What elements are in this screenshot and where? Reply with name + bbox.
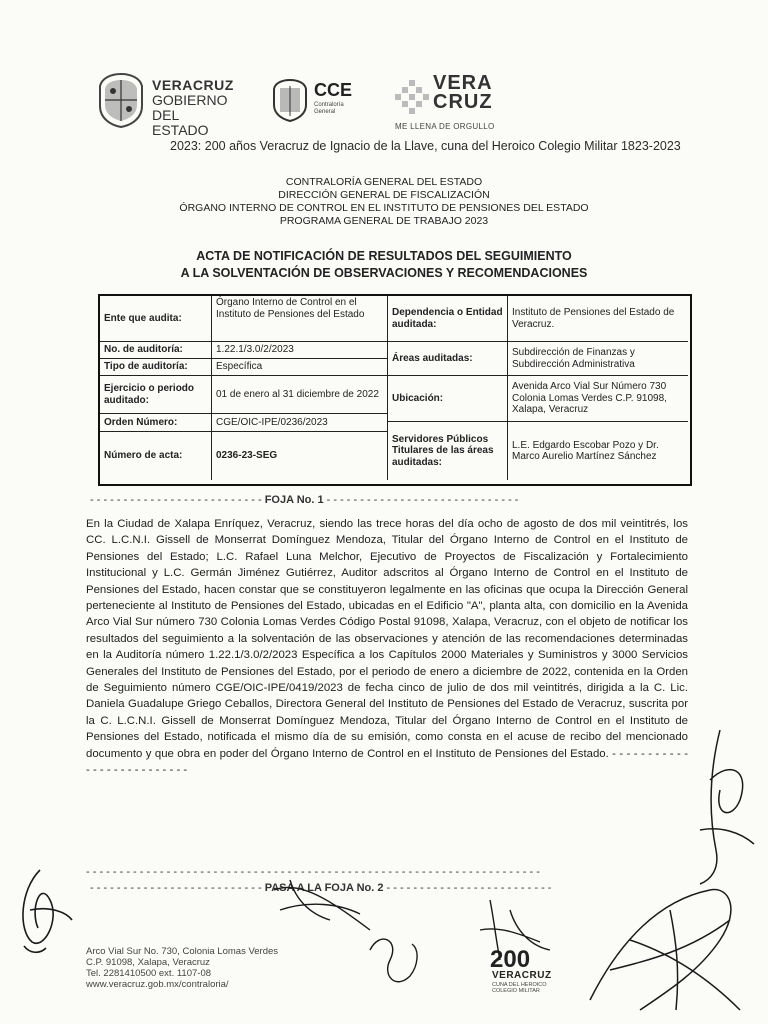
logo-text-veracruz: VERACRUZ (152, 77, 234, 93)
foja-header (90, 494, 690, 506)
foja-dashes-left: - - - - - - - - - - - - - - - - - - - - - - - - - - (90, 494, 265, 506)
pasa-dashes-left: - - - - - - - - - - - - - - - - - - - - - - - - - - (90, 882, 265, 894)
bicentennial-badge (490, 946, 570, 1006)
numero-acta-value: 0236-23-SEG (212, 432, 388, 480)
cce-logo-abbr: CCE (314, 80, 353, 100)
servidores-label: Servidores Públicos Titulares de las áreas auditadas: (388, 422, 508, 480)
signature-right-icon (580, 880, 750, 1020)
veracruz-government-logo (98, 72, 238, 138)
footer-line-1: Arco Vial Sur No. 730, Colonia Lomas Verdes (86, 946, 279, 957)
footer-line-3: Tel. 2281410500 ext. 1107-08 (86, 968, 212, 979)
no-auditoria-value: 1.22.1/3.0/2/2023 (212, 342, 388, 359)
state-shield-icon (98, 72, 144, 128)
institution-line-3: ÓRGANO INTERNO DE CONTROL EN EL INSTITUTO DE PENSIONES DEL ESTADO (179, 202, 589, 214)
no-auditoria-label: No. de auditoría: (100, 342, 212, 359)
pattern-mark-icon (395, 80, 429, 114)
tipo-auditoria-value: Específica (212, 359, 388, 376)
footer-line-2: C.P. 91098, Xalapa, Veracruz (86, 957, 210, 968)
badge-number: 200 (490, 946, 531, 973)
logo-text-gobierno: GOBIERNO (152, 92, 228, 108)
ejercicio-label: Ejercicio o periodo auditado: (100, 376, 212, 414)
brand-slogan: ME LLENA DE ORGULLO (395, 122, 495, 131)
foja-dashes-right: - - - - - - - - - - - - - - - - - - - - - - - - - - - - - (323, 494, 519, 506)
audit-data-table (98, 294, 692, 486)
institution-header (0, 176, 768, 228)
signature-bottom-icon (360, 920, 430, 1000)
dependencia-label: Dependencia o Entidad auditada: (388, 296, 508, 342)
tipo-auditoria-label: Tipo de auditoría: (100, 359, 212, 376)
document-title-line-1: ACTA DE NOTIFICACIÓN DE RESULTADOS DEL SEGUIMIENTO (196, 249, 572, 263)
cce-logo (272, 78, 362, 122)
areas-label: Áreas auditadas: (388, 342, 508, 376)
cce-logo-line1: Contraloría (314, 102, 344, 108)
cce-shield-icon (272, 78, 308, 122)
acta-body-paragraph: En la Ciudad de Xalapa Enríquez, Veracruz, siendo las trece horas del día ocho de agosto de dos mil veintitrés, los CC. L.C.N.I. Gissell de Monserrat Domínguez Mendoza, Titular del Órgano Interno de Control en el Instituto de Pensiones del Estado; L.C. Rafael Luna Melchor, Ejecutivo de Proyectos de Fiscalización y Fortalecimiento Institucional y L.C. Germán Jiménez Gutiérrez, Auditor adscritos al Órgano Interno de Control en el Instituto de Pensiones del Estado, hacen constar que se constituyeron legalmente en las oficinas que ocupa la Dirección General perteneciente al Instituto de Pensiones del Estado, ubicadas en el Edificio "A", planta alta, con domicilio en la Avenida Arco Vial Sur número 730 Colonia Lomas Verdes Código Postal 91098, Xalapa, Veracruz, con el objeto de notificar los resultados del seguimiento a la solventación de las observaciones y atención de las recomendaciones determinadas en la Auditoría número 1.22.1/3.0/2/2023 Específica a los Capítulos 2000 Materiales y Suministros y 3000 Servicios Generales del Instituto de Pensiones del Estado, por el periodo de enero a diciembre de 2022, contenida en la Orden de Seguimiento número CGE/OIC-IPE/0419/2023 de fecha cinco de julio de dos mil veintitrés, dirigida a la C. Lic. Daniela Guadalupe Griego Ceballos, Directora General del Instituto de Pensiones del Estado de Veracruz, suscrita por la C. L.C.N.I. Gissell de Monserrat Domínguez Mendoza, Titular del Órgano Interno de Control en el Instituto de Pensiones del Estado, notificada el mismo día de su emisión, como consta en el acuse de recibo del mencionado documento y que obra en poder del Órgano Interno de Control en el Instituto de Pensiones del Estado. - - - - - - - - - - - - - - - - - - - - - - - - - - (86, 518, 688, 777)
ejercicio-value: 01 de enero al 31 diciembre de 2022 (212, 376, 388, 414)
numero-acta-label: Número de acta: (100, 432, 212, 480)
badge-line-2: CUNA DEL HEROICO (492, 982, 547, 988)
logo-text-del-estado: DEL ESTADO (152, 107, 209, 138)
ubicacion-value: Avenida Arco Vial Sur Número 730 Colonia Lomas Verdes C.P. 91098, Xalapa, Veracruz (508, 376, 688, 422)
year-motto: 2023: 200 años Veracruz de Ignacio de la Llave, cuna del Heroico Colegio Militar 1823-2023 (170, 139, 681, 153)
servidores-value: L.E. Edgardo Escobar Pozo y Dr. Marco Aurelio Martínez Sánchez (512, 439, 659, 462)
badge-line-3: COLEGIO MILITAR (492, 988, 540, 994)
dependencia-value: Instituto de Pensiones del Estado de Veracruz. (508, 296, 688, 342)
brand-text-cruz: CRUZ (433, 91, 493, 113)
ente-label: Ente que audita: (100, 296, 212, 342)
areas-value: Subdirección de Finanzas y Subdirección Administrativa (508, 342, 688, 376)
institution-line-1: CONTRALORÍA GENERAL DEL ESTADO (285, 176, 483, 188)
orden-label: Orden Número: (100, 414, 212, 432)
signature-margin-icon (680, 720, 760, 890)
pasa-label: PASA A LA FOJA No. 2 (264, 882, 384, 894)
ente-value: Órgano Interno de Control en el Instituto de Pensiones del Estado (212, 296, 388, 342)
signature-left-icon (10, 850, 80, 960)
ubicacion-label: Ubicación: (388, 376, 508, 422)
separator-dashes: - - - - - - - - - - - - - - - - - - - - - - - - - - - - - - - - - - - - - - - - - - - - - - - - - - - - - - - - - - - - - - - - - - - - (86, 866, 540, 878)
footer-line-4: www.veracruz.gob.mx/contraloria/ (86, 979, 229, 990)
institution-line-2: DIRECCIÓN GENERAL DE FISCALIZACIÓN (278, 189, 490, 201)
badge-veracruz: VERACRUZ (492, 970, 552, 981)
document-title (0, 248, 768, 282)
pasa-foja-footer (90, 882, 690, 894)
pasa-dashes-right: - - - - - - - - - - - - - - - - - - - - - - - - - (383, 882, 552, 894)
institution-line-4: PROGRAMA GENERAL DE TRABAJO 2023 (279, 215, 489, 227)
vera-cruz-brand-logo (395, 74, 505, 132)
orden-value: CGE/OIC-IPE/0236/2023 (212, 414, 388, 432)
signature-center-icon (270, 870, 380, 940)
document-title-line-2: A LA SOLVENTACIÓN DE OBSERVACIONES Y RECOMENDACIONES (180, 266, 588, 280)
footer-address (86, 946, 278, 990)
cce-logo-line2: General (314, 109, 336, 115)
foja-label: FOJA No. 1 (264, 494, 324, 506)
brand-text-vera: VERA (433, 72, 493, 94)
